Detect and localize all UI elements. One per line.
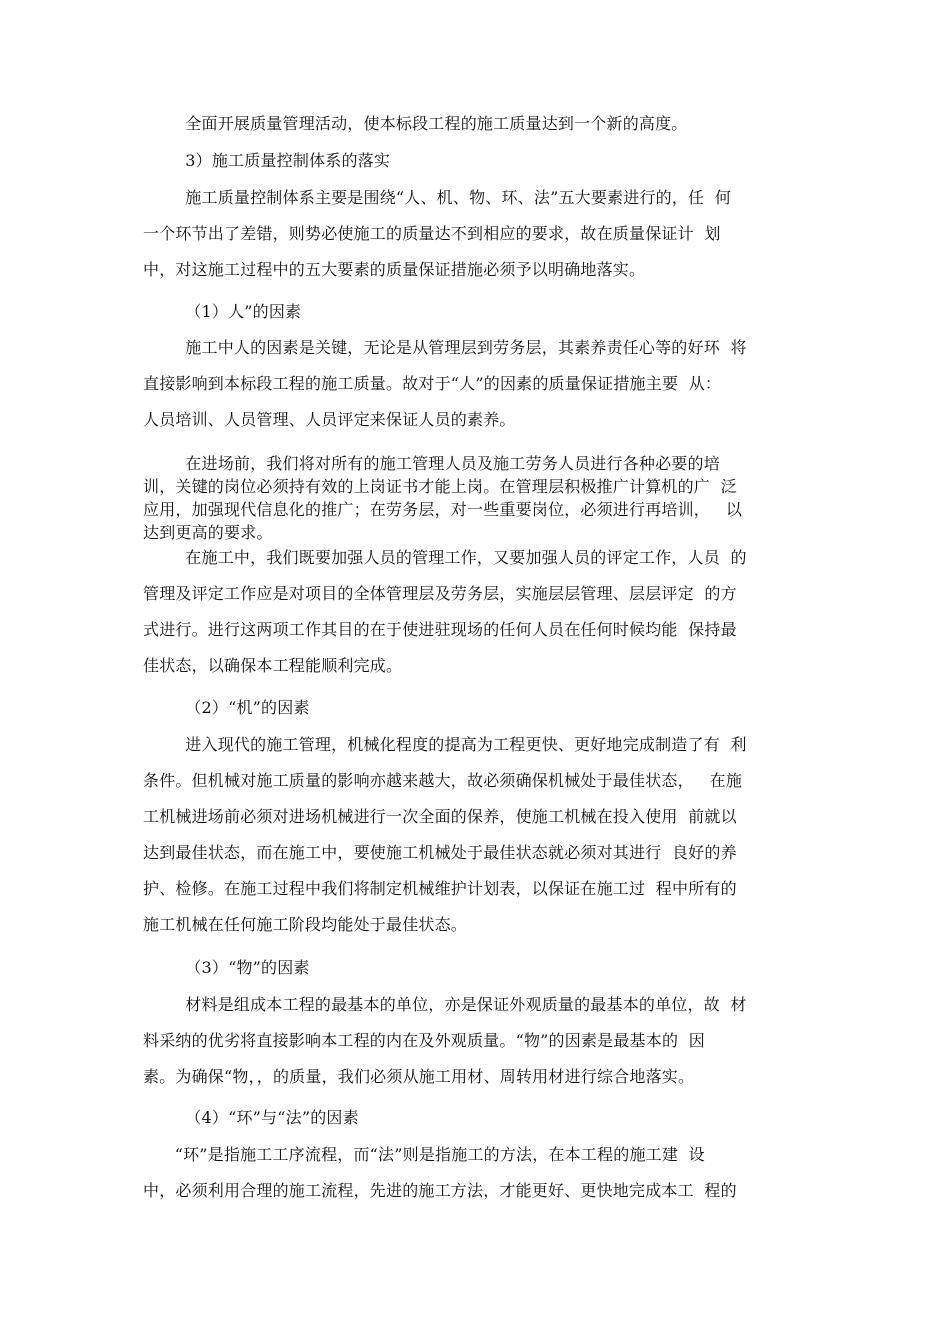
- section-heading: （2）“机”的因素: [143, 698, 310, 717]
- paragraph: 在进场前，我们将对所有的施工管理人员及施工劳务人员进行各种必要的培 训，关键的岗位必须持有效的上岗证书才能上岗。在管理层积极推广计算机的广 泛 应用，加强现代信息化的推广；在劳务层，对一些重要岗位，必须进行再培训， 以 达到更高的要求。: [143, 454, 743, 542]
- paragraph: 全面开展质量管理活动，使本标段工程的施工质量达到一个新的高度。: [143, 114, 688, 133]
- section-heading: （1）人”的因素: [143, 302, 302, 321]
- section-heading: （3）“物”的因素: [143, 958, 310, 977]
- paragraph: “环”是指施工工序流程，而“法”则是指施工的方法，在本工程的施工建 设 中，必须利用合理的施工流程，先进的施工方法，才能更好、更快地完成本工 程的: [143, 1145, 737, 1200]
- paragraph: 材料是组成本工程的最基本的单位，亦是保证外观质量的最基本的单位，故 材 料采纳的优劣将直接影响本工程的内在及外观质量。“物”的因素是最基本的 因 素。为确保“物，，的质量，我们必须从施工用材、周转用材进行综合地落实。: [143, 995, 747, 1086]
- paragraph: 施工质量控制体系主要是围绕“人、机、物、环、法”五大要素进行的，任 何 一个环节出了差错，则势必使施工的质量达不到相应的要求，故在质量保证计 划 中，对这施工过程中的五大要素的质量保证措施必须予以明确地落实。: [143, 188, 732, 279]
- section-heading: （4）“环”与“法”的因素: [143, 1108, 359, 1127]
- section-heading: 3）施工质量控制体系的落实: [143, 151, 391, 170]
- paragraph: 进入现代的施工管理，机械化程度的提高为工程更快、更好地完成制造了有 利 条件。但机械对施工质量的影响亦越来越大，故必须确保机械处于最佳状态， 在施 工机械进场前必须对进场机械进行一次全面的保养，使施工机械在投入使用 前就以 达到最佳状态，而在施工中，要使施工机械处于最佳状态就必须对其进行 良好的养 护、检修。在施工过程中我们将制定机械维护计划表，以保证在施工过 程中所有的 施工机械在任何施工阶段均能处于最佳状态。: [143, 735, 747, 934]
- paragraph: 施工中人的因素是关键，无论是从管理层到劳务层，其素养责任心等的好环 将 直接影响到本标段工程的施工质量。故对于“人”的因素的质量保证措施主要 从： 人员培训、人员管理、人员评定来保证人员的素养。: [143, 338, 747, 429]
- paragraph: 在施工中，我们既要加强人员的管理工作，又要加强人员的评定工作，人员 的 管理及评定工作应是对项目的全体管理层及劳务层，实施层层管理、层层评定 的方 式进行。进行这两项工作其目的在于使进驻现场的任何人员在任何时候均能 保持最 佳状态，以确保本工程能顺利完成。: [143, 548, 747, 675]
